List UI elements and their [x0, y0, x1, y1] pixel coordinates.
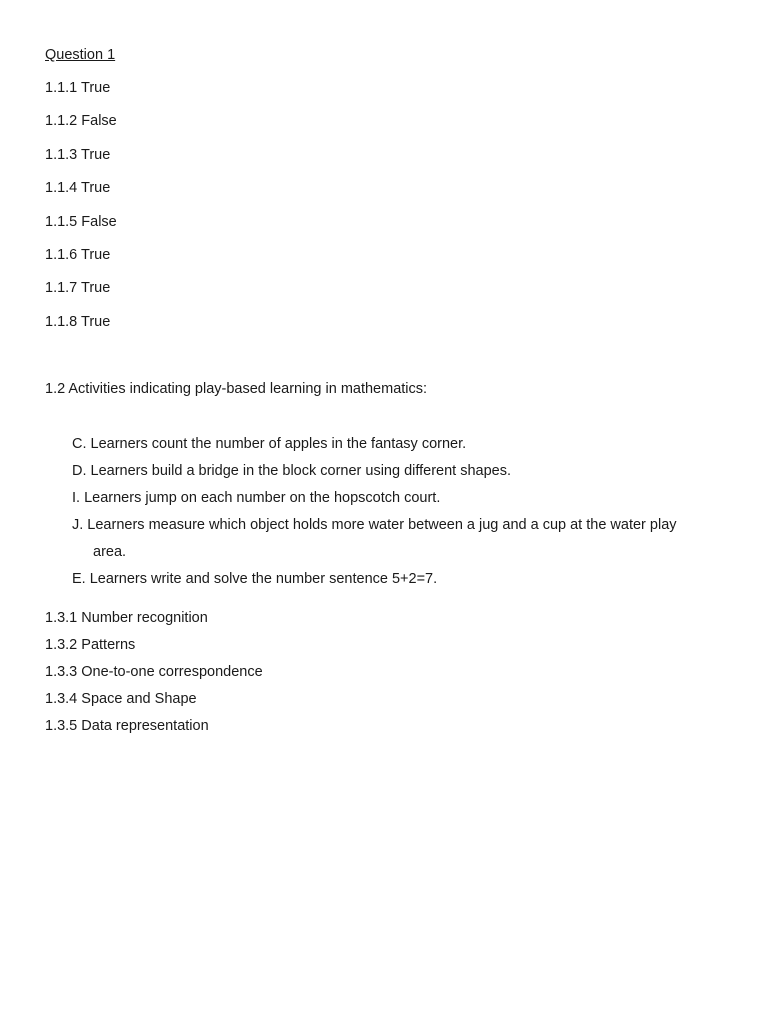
activity-text: D. Learners build a bridge in the block corner using different shapes.: [72, 463, 512, 480]
activity-text: J. Learners measure which object holds more water between a jug and a cup at the water play: [72, 517, 677, 534]
activity-item: [45, 458, 735, 485]
answer-1-3-4: 1.3.4 Space and Shape: [45, 691, 197, 708]
true-false-answers: [45, 77, 735, 344]
section-1-2-title: 1.2 Activities indicating play-based learning in mathematics:: [45, 381, 428, 398]
answer-1-1-2: 1.1.2 False: [45, 113, 117, 130]
answer-1-3-3: 1.3.3 One-to-one correspondence: [45, 664, 263, 681]
answer-1-1-4: 1.1.4 True: [45, 180, 111, 197]
spacer: [45, 593, 735, 605]
document-page: [45, 44, 735, 740]
question-heading: Question 1: [45, 47, 116, 63]
activity-text: I. Learners jump on each number on the hopscotch court.: [72, 490, 441, 507]
answer-1-1-1: 1.1.1 True: [45, 80, 111, 96]
activity-item: [45, 566, 735, 593]
activity-text: C. Learners count the number of apples in the fantasy corner.: [72, 436, 467, 453]
activity-list: [45, 431, 735, 593]
answer-1-1-6: 1.1.6 True: [45, 246, 111, 263]
answer-1-1-7: 1.1.7 True: [45, 280, 111, 297]
answer-1-1-5: 1.1.5 False: [45, 213, 117, 230]
activity-item: [45, 512, 735, 566]
section-1-3-answers: [45, 605, 735, 740]
answer-1-3-1: 1.3.1 Number recognition: [45, 610, 208, 627]
activity-text-continuation: area.: [93, 544, 127, 561]
activity-item: [45, 431, 735, 458]
answer-1-3-2: 1.3.2 Patterns: [45, 637, 136, 654]
answer-1-3-5: 1.3.5 Data representation: [45, 718, 209, 735]
activity-text: E. Learners write and solve the number sentence 5+2=7.: [72, 571, 438, 588]
answer-1-1-8: 1.1.8 True: [45, 313, 111, 330]
answer-1-1-3: 1.1.3 True: [45, 146, 111, 163]
activity-item: [45, 485, 735, 512]
spacer: [45, 344, 735, 378]
spacer: [45, 400, 735, 431]
